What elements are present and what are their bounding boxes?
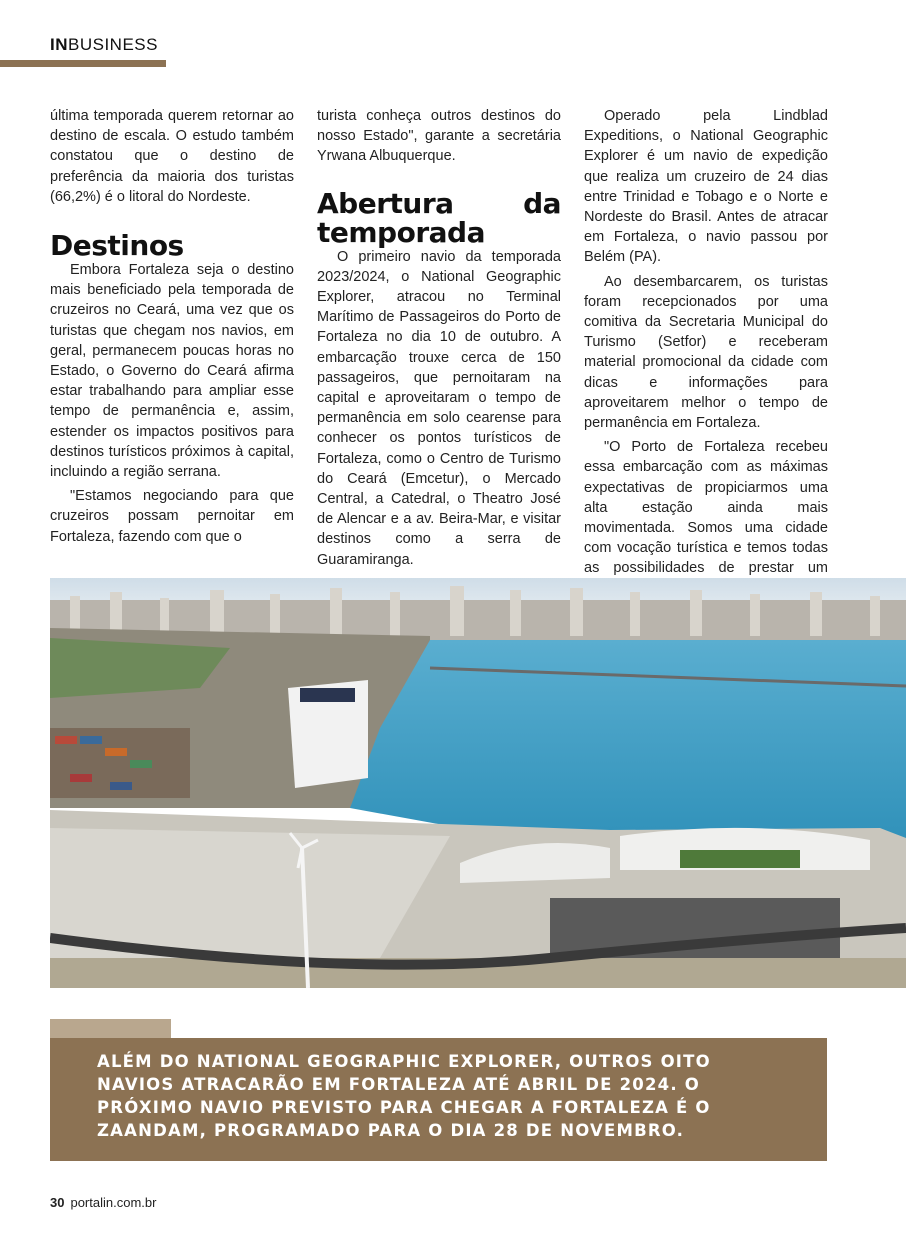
callout-tab (50, 1019, 171, 1038)
page-number: 30 (50, 1195, 65, 1210)
paragraph: Operado pela Lindblad Expeditions, o National Geographic Explorer é um navio de expedição que realiza um cruzeiro de 24 dias entre Trinidad e Tobago e o Norte e Nordeste do Brasil. Antes de atracar em Fortaleza, o navio passou por Belém (PA). (584, 108, 828, 266)
header-accent-bar (0, 60, 166, 67)
article-column-3 (584, 106, 828, 599)
section-header (50, 35, 158, 55)
paragraph: Ao desembarcarem, os turistas foram recepcionados por uma comitiva da Secretaria Municipal do Turismo (Setfor) e receberam material promocional da cidade com dicas e informações para aproveitarem melhor o tempo de permanência em Fortaleza. (584, 273, 828, 432)
port-aerial-photo (50, 578, 906, 988)
page-footer (50, 1195, 156, 1210)
paragraph: Embora Fortaleza seja o destino mais beneficiado pela temporada de cruzeiros no Ceará, uma vez que os turistas que chegam nos navios, em geral, permanecem poucas horas no Estado, o Governo do Ceará afirma estar trabalhando para ampliar esse tempo de permanência e, assim, estender os impactos positivos para destinos turísticos próximos à capital, incluindo a região serrana. (50, 262, 294, 481)
subheading-abertura: Abertura da temporada (317, 186, 561, 249)
subheading-destinos: Destinos (50, 229, 184, 263)
section-header-bold: IN (50, 35, 68, 54)
article-column-2 (317, 106, 561, 570)
section-header-rest: BUSINESS (68, 35, 158, 54)
paragraph: O primeiro navio da temporada 2023/2024, o National Geographic Explorer, atracou no Terminal Marítimo de Passageiros do Porto de Fortaleza no dia 10 de outubro. A embarcação trouxe cerca de 150 passageiros, que pernoitaram na capital e aproveitaram o tempo de permanência em solo cearense para conhecer os pontos turísticos de Fortaleza, como o Centro de Turismo do Ceará (Emcetur), o Mercado Central, a Catedral, o Theatro José de Alencar e a av. Beira-Mar, e visitar destinos como a serra de Guaramiranga. (317, 248, 561, 568)
paragraph: "Estamos negociando para que cruzeiros possam pernoitar em Fortaleza, fazendo com que o (50, 488, 294, 545)
paragraph: "O Porto de Fortaleza recebeu essa embarcação com as máximas expectativas de propiciarmos uma alta estação ainda mais movimentada. Somos uma cidade com vocação turística e temos todas as possibilidades de prestar um (584, 439, 828, 577)
paragraph: turista conheça outros destinos do nosso Estado", garante a secretária Yrwana Albuquerque. (317, 108, 561, 165)
paragraph: última temporada querem retornar ao destino de escala. O estudo também constatou que o destino de preferência da maioria dos turistas (66,2%) é o litoral do Nordeste. (50, 108, 294, 205)
site-link[interactable]: portalin.com.br (70, 1195, 157, 1210)
callout-text: ALÉM DO NATIONAL GEOGRAPHIC EXPLORER, OUTROS OITO NAVIOS ATRACARÃO EM FORTALEZA ATÉ ABRIL DE 2024. O PRÓXIMO NAVIO PREVISTO PARA CHEGAR A FORTALEZA É O ZAANDAM, PROGRAMADO PARA O DIA 28 DE NOVEMBRO. (97, 1052, 711, 1140)
article-column-1 (50, 106, 294, 547)
